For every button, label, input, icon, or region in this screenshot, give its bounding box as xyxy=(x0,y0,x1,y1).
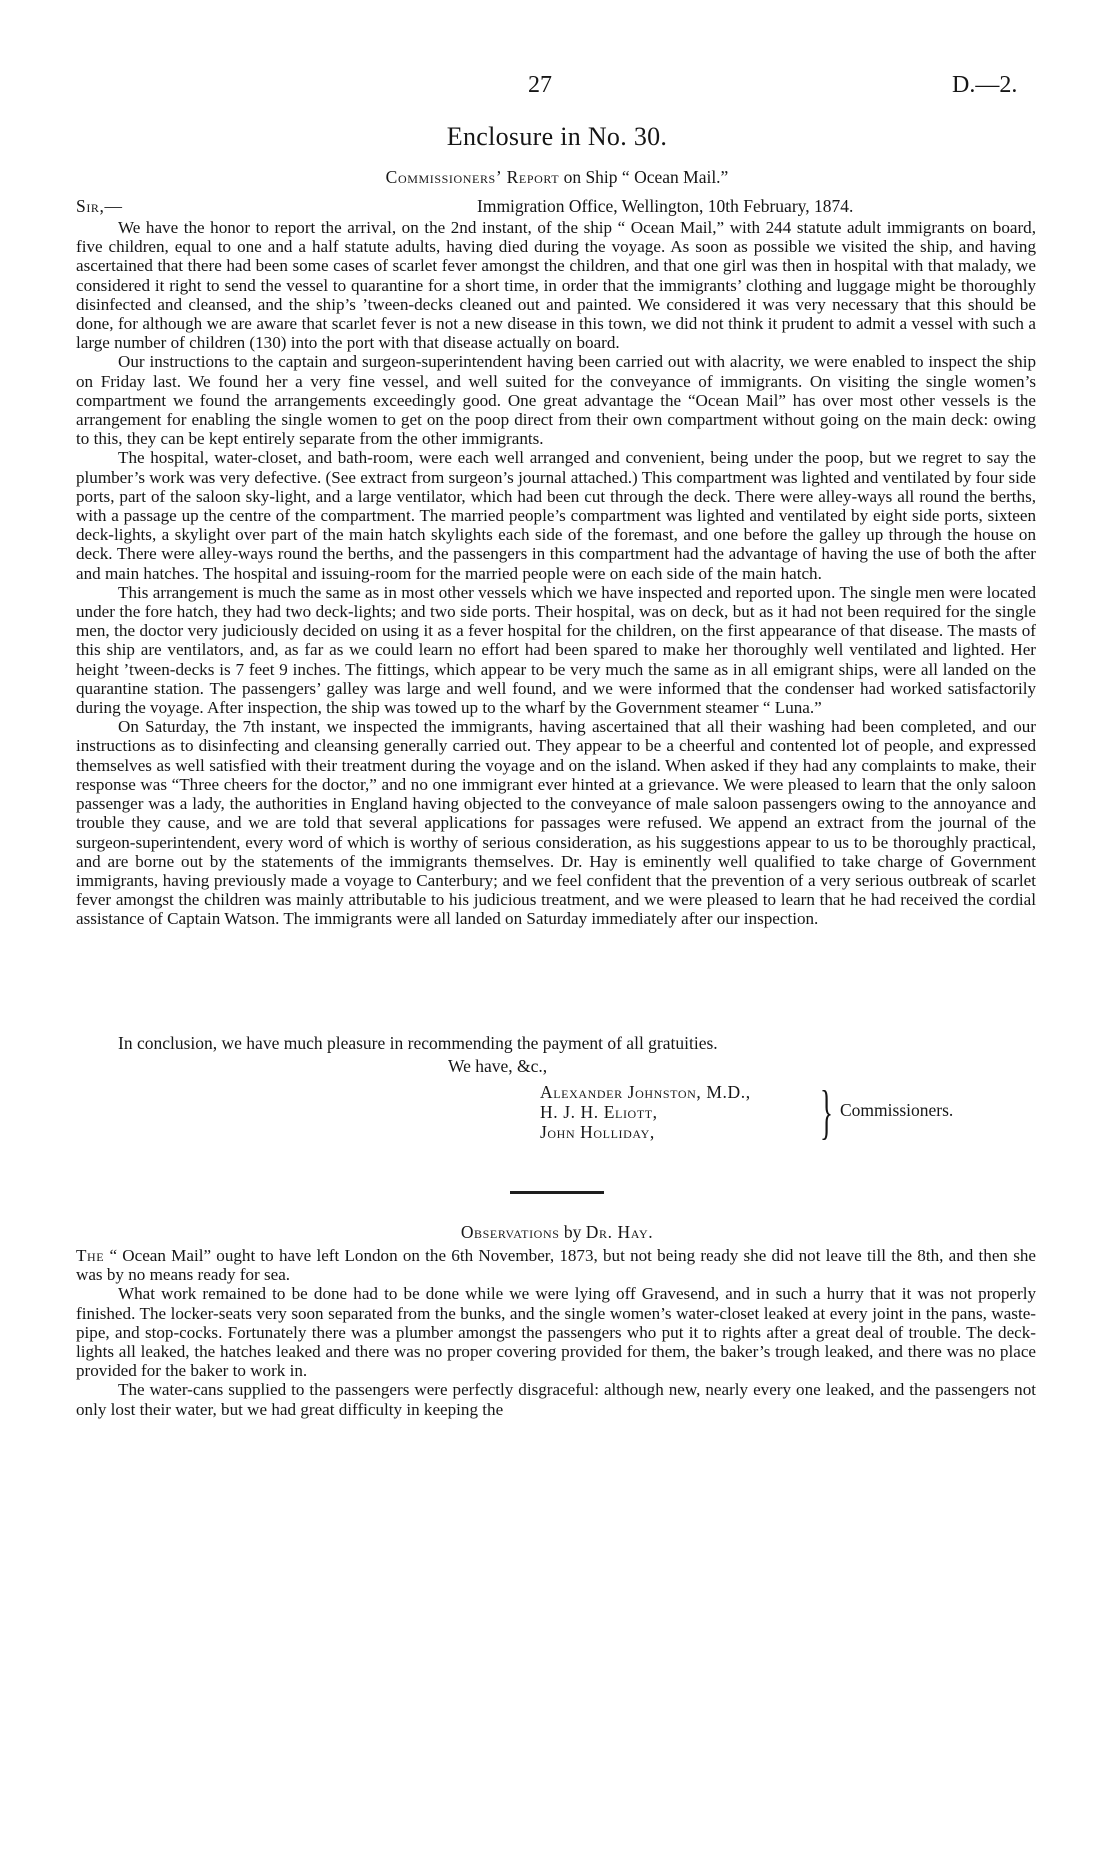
signatory-name: John Holliday, xyxy=(540,1122,655,1142)
report-paragraph: This arrangement is much the same as in most other vessels which we have inspected and reported upon. The single men were located under the fore hatch, they had two deck-lights; and two side ports. Their hospital, was on deck, but as it had not been required for the single men, the doctor very judiciously decided on using it as a fever hospital for the children, on the first appearance of that disease. The masts of this ship are ventilators, and, as far as we could learn no effort had been spared to make her thoroughly well ventilated and lighted. Her height ’tween-decks is 7 feet 9 inches. The fittings, which appear to be very much the same as in all emigrant ships, were all landed on the quarantine station. The passengers’ galley was large and well found, and we were informed that the condenser had worked satisfactorily during the voyage. After inspection, the ship was towed up to the wharf by the Government steamer “ Luna.” xyxy=(76,582,1036,718)
observations-first-text: “ Ocean Mail” ought to have left London on the 6th November, 1873, but not being ready she did not leave till the 8th, and then she was by no means ready for sea. xyxy=(76,1246,1036,1285)
observations-word: Observations xyxy=(460,1222,560,1242)
report-subtitle xyxy=(0,167,1114,188)
salutation: Sir,— xyxy=(76,196,123,216)
section-divider xyxy=(510,1191,604,1194)
signatory-name: H. J. H. Eliott, xyxy=(540,1102,658,1122)
enclosure-title: Enclosure in No. 30. xyxy=(446,122,668,151)
report-paragraph: Our instructions to the captain and surgeon-superintendent having been carried out with alacrity, we were enabled to inspect the ship on Friday last. We found her a very fine vessel, and well suited for the conveyance of immigrants. On visiting the single women’s compartment we found the arrangements exceedingly good. One great advantage the “Ocean Mail” has over most other vessels is the arrangement for enabling the single women to get on the poop direct from their own compartment without going on the main deck: owing to this, they can be kept entirely separate from the other immigrants. xyxy=(76,352,1036,449)
conclusion-line: In conclusion, we have much pleasure in recommending the payment of all gratuities. xyxy=(118,1033,718,1053)
commissioners-label: Commissioners. xyxy=(840,1100,954,1120)
closing-block xyxy=(0,1033,1114,1077)
observations-paragraph: What work remained to be done had to be done while we were lying off Gravesend, and in such a hurry that it was not properly finished. The locker-seats very soon separated from the bunks, and the single women’s water-closet leaked at every joint in the pans, waste-pipe, and stop-cocks. Fortunately there was a plumber amongst the passengers who put it to rights after a great deal of trouble. The deck-lights all leaked, the hatches leaked and there was no proper covering provided for them, the baker’s trough leaked, and there was no place provided for the baker to work in. xyxy=(76,1284,1036,1381)
subtitle-commissioners: Commissioners’ xyxy=(385,167,503,187)
signatory-brace: } xyxy=(820,1079,833,1145)
signatory-name: Alexander Johnston, M.D., xyxy=(540,1082,751,1102)
subtitle-rest: on Ship “ Ocean Mail.” xyxy=(559,167,729,187)
page-number: 27 xyxy=(528,72,552,98)
report-body xyxy=(76,218,1036,929)
report-paragraph: On Saturday, the 7th instant, we inspected the immigrants, having ascertained that all their washing had been completed, and our instructions as to disinfecting and cleansing generally carried out. They appear to be a cheerful and contented lot of people, and expressed themselves as well satisfied with their treatment during the voyage and on the island. When asked if they had any complaints to make, their response was “Three cheers for the doctor,” and no one immigrant ever hinted at a grievance. We were pleased to learn that the only saloon passenger was a lady, the authorities in England having objected to the conveyance of male saloon passengers owing to the annoyance and trouble they cause, and we are told that several applications for passages were refused. We append an extract from the journal of the surgeon-superintendent, every word of which is worthy of serious consideration, as his suggestions appear to us to be thoroughly practical, and are borne out by the statements of the immigrants themselves. Dr. Hay is eminently well qualified to take charge of Government immigrants, having previously made a voyage to Canterbury; and we feel confident that the prevention of a very serious outbreak of scarlet fever amongst the children was mainly attributable to his judicious treatment, and we were pleased to learn that he had received the cordial assistance of Captain Watson. The immigrants were all landed on Saturday immediately after our inspection. xyxy=(76,717,1036,929)
dateline: Immigration Office, Wellington, 10th February, 1874. xyxy=(477,196,854,216)
subtitle-report: Report xyxy=(506,167,560,187)
observations-author: Dr. Hay. xyxy=(585,1222,654,1242)
observations-paragraph xyxy=(76,1246,1036,1284)
lead-word: The xyxy=(76,1246,105,1265)
report-paragraph: We have the honor to report the arrival, on the 2nd instant, of the ship “ Ocean Mail,” with 244 statute adult immigrants on board, five children, equal to one and a half statute adults, having died during the voyage. As soon as possible we visited the ship, and having ascertained that there had been some cases of scarlet fever amongst the children, and that one girl was then in hospital with that malady, we considered it right to send the vessel to quarantine for a short time, in order that the immigrants’ clothing and luggage might be thoroughly disinfected and cleansed, and the ship’s ’tween-decks cleaned out and painted. We considered it was very necessary that this should be done, for although we are aware that scarlet fever is not a new disease in this town, we did not think it prudent to admit a vessel with such a large number of children (130) into the port with that disease actually on board. xyxy=(76,218,1036,353)
observations-paragraph: The water-cans supplied to the passengers were perfectly disgraceful: although new, nearly every one leaked, and the passengers not only lost their water, but we had great difficulty in keeping the xyxy=(76,1380,1036,1419)
signatories xyxy=(540,1082,751,1142)
observations-by: by xyxy=(559,1222,586,1242)
observations-body xyxy=(76,1246,1036,1419)
document-reference: D.—2. xyxy=(952,72,1018,98)
report-paragraph: The hospital, water-closet, and bath-room, were each well arranged and convenient, being under the poop, but we regret to say the plumber’s work was very defective. (See extract from surgeon’s journal attached.) This compartment was lighted and ventilated by four side ports, part of the saloon sky-light, and a large ventilator, which had been cut through the deck. There were alley-ways all round the berths, with a passage up the centre of the compartment. The married people’s compartment was lighted and ventilated by eight side ports, sixteen deck-lights, a skylight over part of the main hatch skylights each side of the foremast, and one before the galley up through the house on deck. There were alley-ways round the berths, and the passengers in this compartment had the advantage of having the use of both the after and main hatches. The hospital and issuing-room for the married people were on each side of the main hatch. xyxy=(76,448,1036,583)
observations-title xyxy=(0,1222,1114,1243)
we-have-line: We have, &c., xyxy=(448,1056,548,1076)
